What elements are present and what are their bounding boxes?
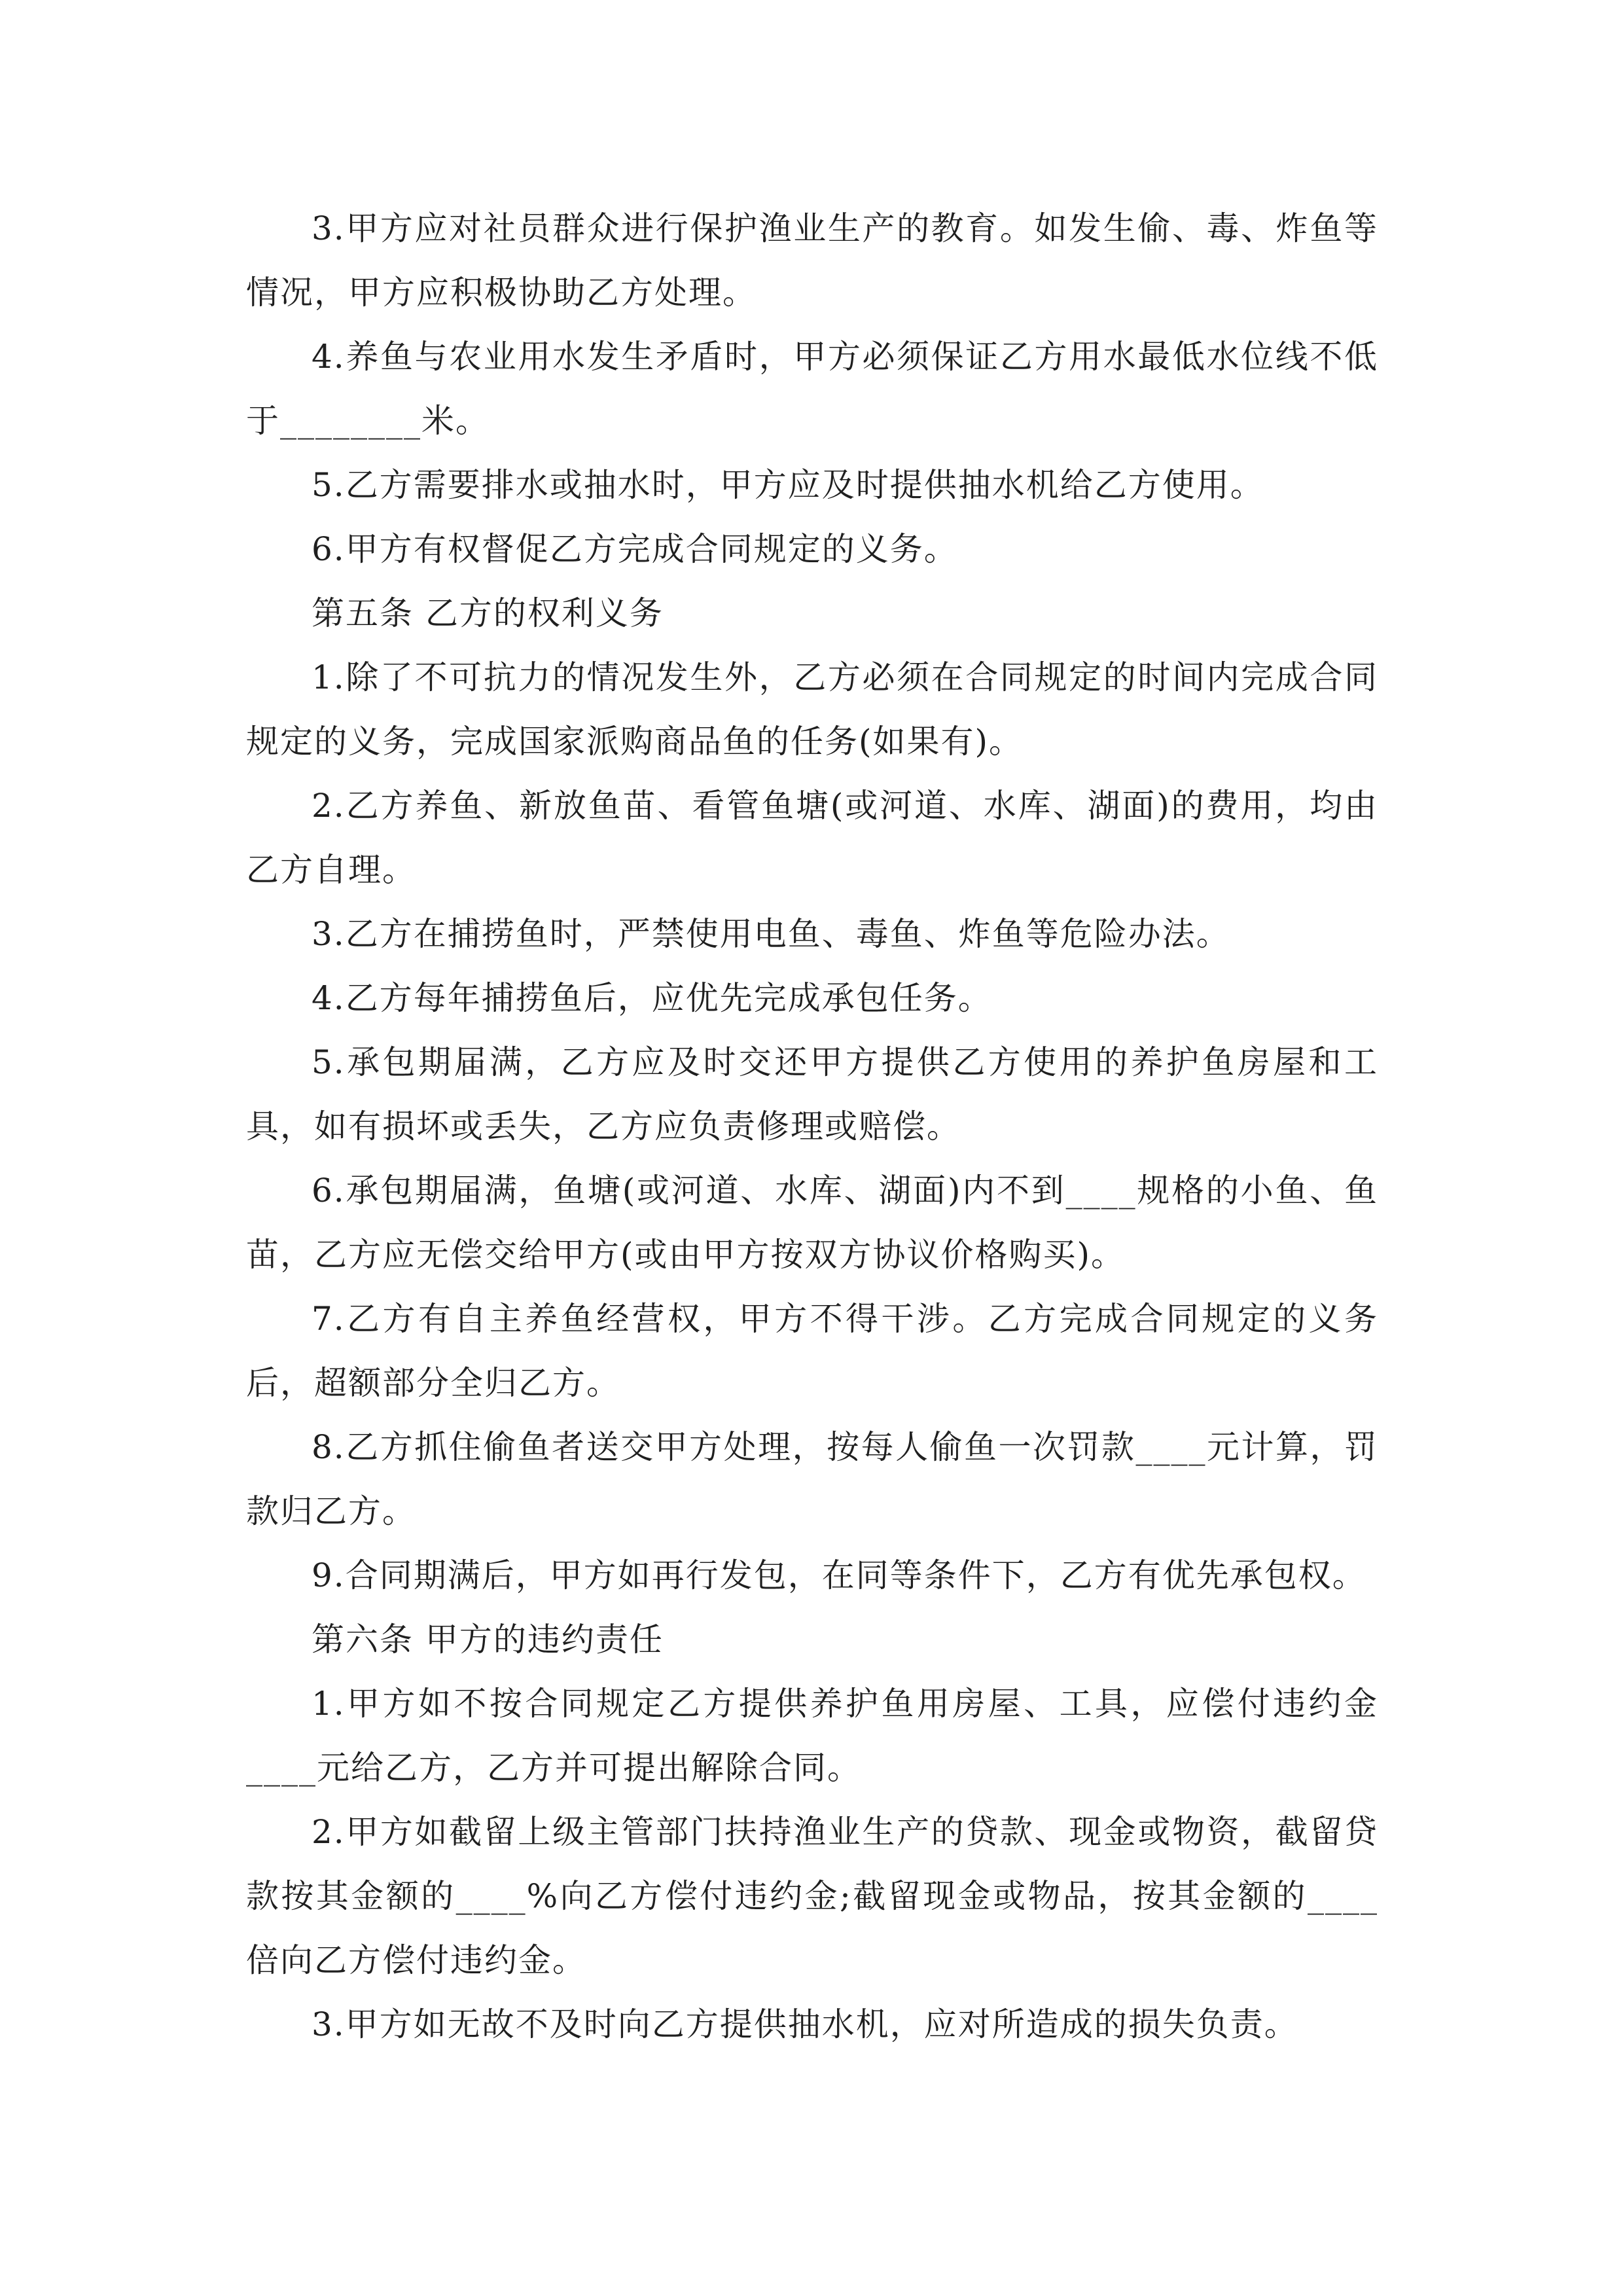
paragraph-clause-4-3: 3.甲方应对社员群众进行保护渔业生产的教育。如发生偷、毒、炸鱼等情况，甲方应积极协助乙方处理。 xyxy=(246,209,1378,312)
document-body xyxy=(246,196,1378,2056)
paragraph-clause-5-2: 2.乙方养鱼、新放鱼苗、看管鱼塘(或河道、水库、湖面)的费用，均由乙方自理。 xyxy=(246,787,1378,889)
paragraph-clause-5-7: 7.乙方有自主养鱼经营权，甲方不得干涉。乙方完成合同规定的义务后，超额部分全归乙方。 xyxy=(246,1300,1378,1402)
paragraph-clause-4-4: 4.养鱼与农业用水发生矛盾时，甲方必须保证乙方用水最低水位线不低于________米。 xyxy=(246,338,1378,440)
paragraph-clause-6-1: 1.甲方如不按合同规定乙方提供养护鱼用房屋、工具，应偿付违约金____元给乙方，乙方并可提出解除合同。 xyxy=(246,1685,1378,1787)
paragraph-clause-5-9: 9.合同期满后，甲方如再行发包，在同等条件下，乙方有优先承包权。 xyxy=(312,1556,1366,1594)
paragraph-clause-5-3: 3.乙方在捕捞鱼时，严禁使用电鱼、毒鱼、炸鱼等危险办法。 xyxy=(312,915,1230,953)
paragraph-clause-5-8: 8.乙方抓住偷鱼者送交甲方处理，按每人偷鱼一次罚款____元计算，罚款归乙方。 xyxy=(246,1428,1378,1530)
paragraph-clause-5-5: 5.承包期届满，乙方应及时交还甲方提供乙方使用的养护鱼房屋和工具，如有损坏或丢失，乙方应负责修理或赔偿。 xyxy=(246,1043,1378,1145)
paragraph-clause-6-3: 3.甲方如无故不及时向乙方提供抽水机，应对所造成的损失负责。 xyxy=(312,2005,1298,2043)
article-5-heading: 第五条 乙方的权利义务 xyxy=(312,594,664,632)
paragraph-clause-5-4: 4.乙方每年捕捞鱼后，应优先完成承包任务。 xyxy=(312,979,992,1017)
article-6-heading: 第六条 甲方的违约责任 xyxy=(312,1621,664,1659)
paragraph-clause-5-1: 1.除了不可抗力的情况发生外，乙方必须在合同规定的时间内完成合同规定的义务，完成国家派购商品鱼的任务(如果有)。 xyxy=(246,658,1378,761)
paragraph-clause-4-6: 6.甲方有权督促乙方完成合同规定的义务。 xyxy=(312,530,958,568)
paragraph-clause-6-2: 2.甲方如截留上级主管部门扶持渔业生产的贷款、现金或物资，截留贷款按其金额的____%向乙方偿付违约金;截留现金或物品，按其金额的____倍向乙方偿付违约金。 xyxy=(246,1813,1378,1979)
paragraph-clause-5-6: 6.承包期届满，鱼塘(或河道、水库、湖面)内不到____规格的小鱼、鱼苗，乙方应无偿交给甲方(或由甲方按双方协议价格购买)。 xyxy=(246,1172,1378,1274)
paragraph-clause-4-5: 5.乙方需要排水或抽水时，甲方应及时提供抽水机给乙方使用。 xyxy=(312,466,1264,504)
